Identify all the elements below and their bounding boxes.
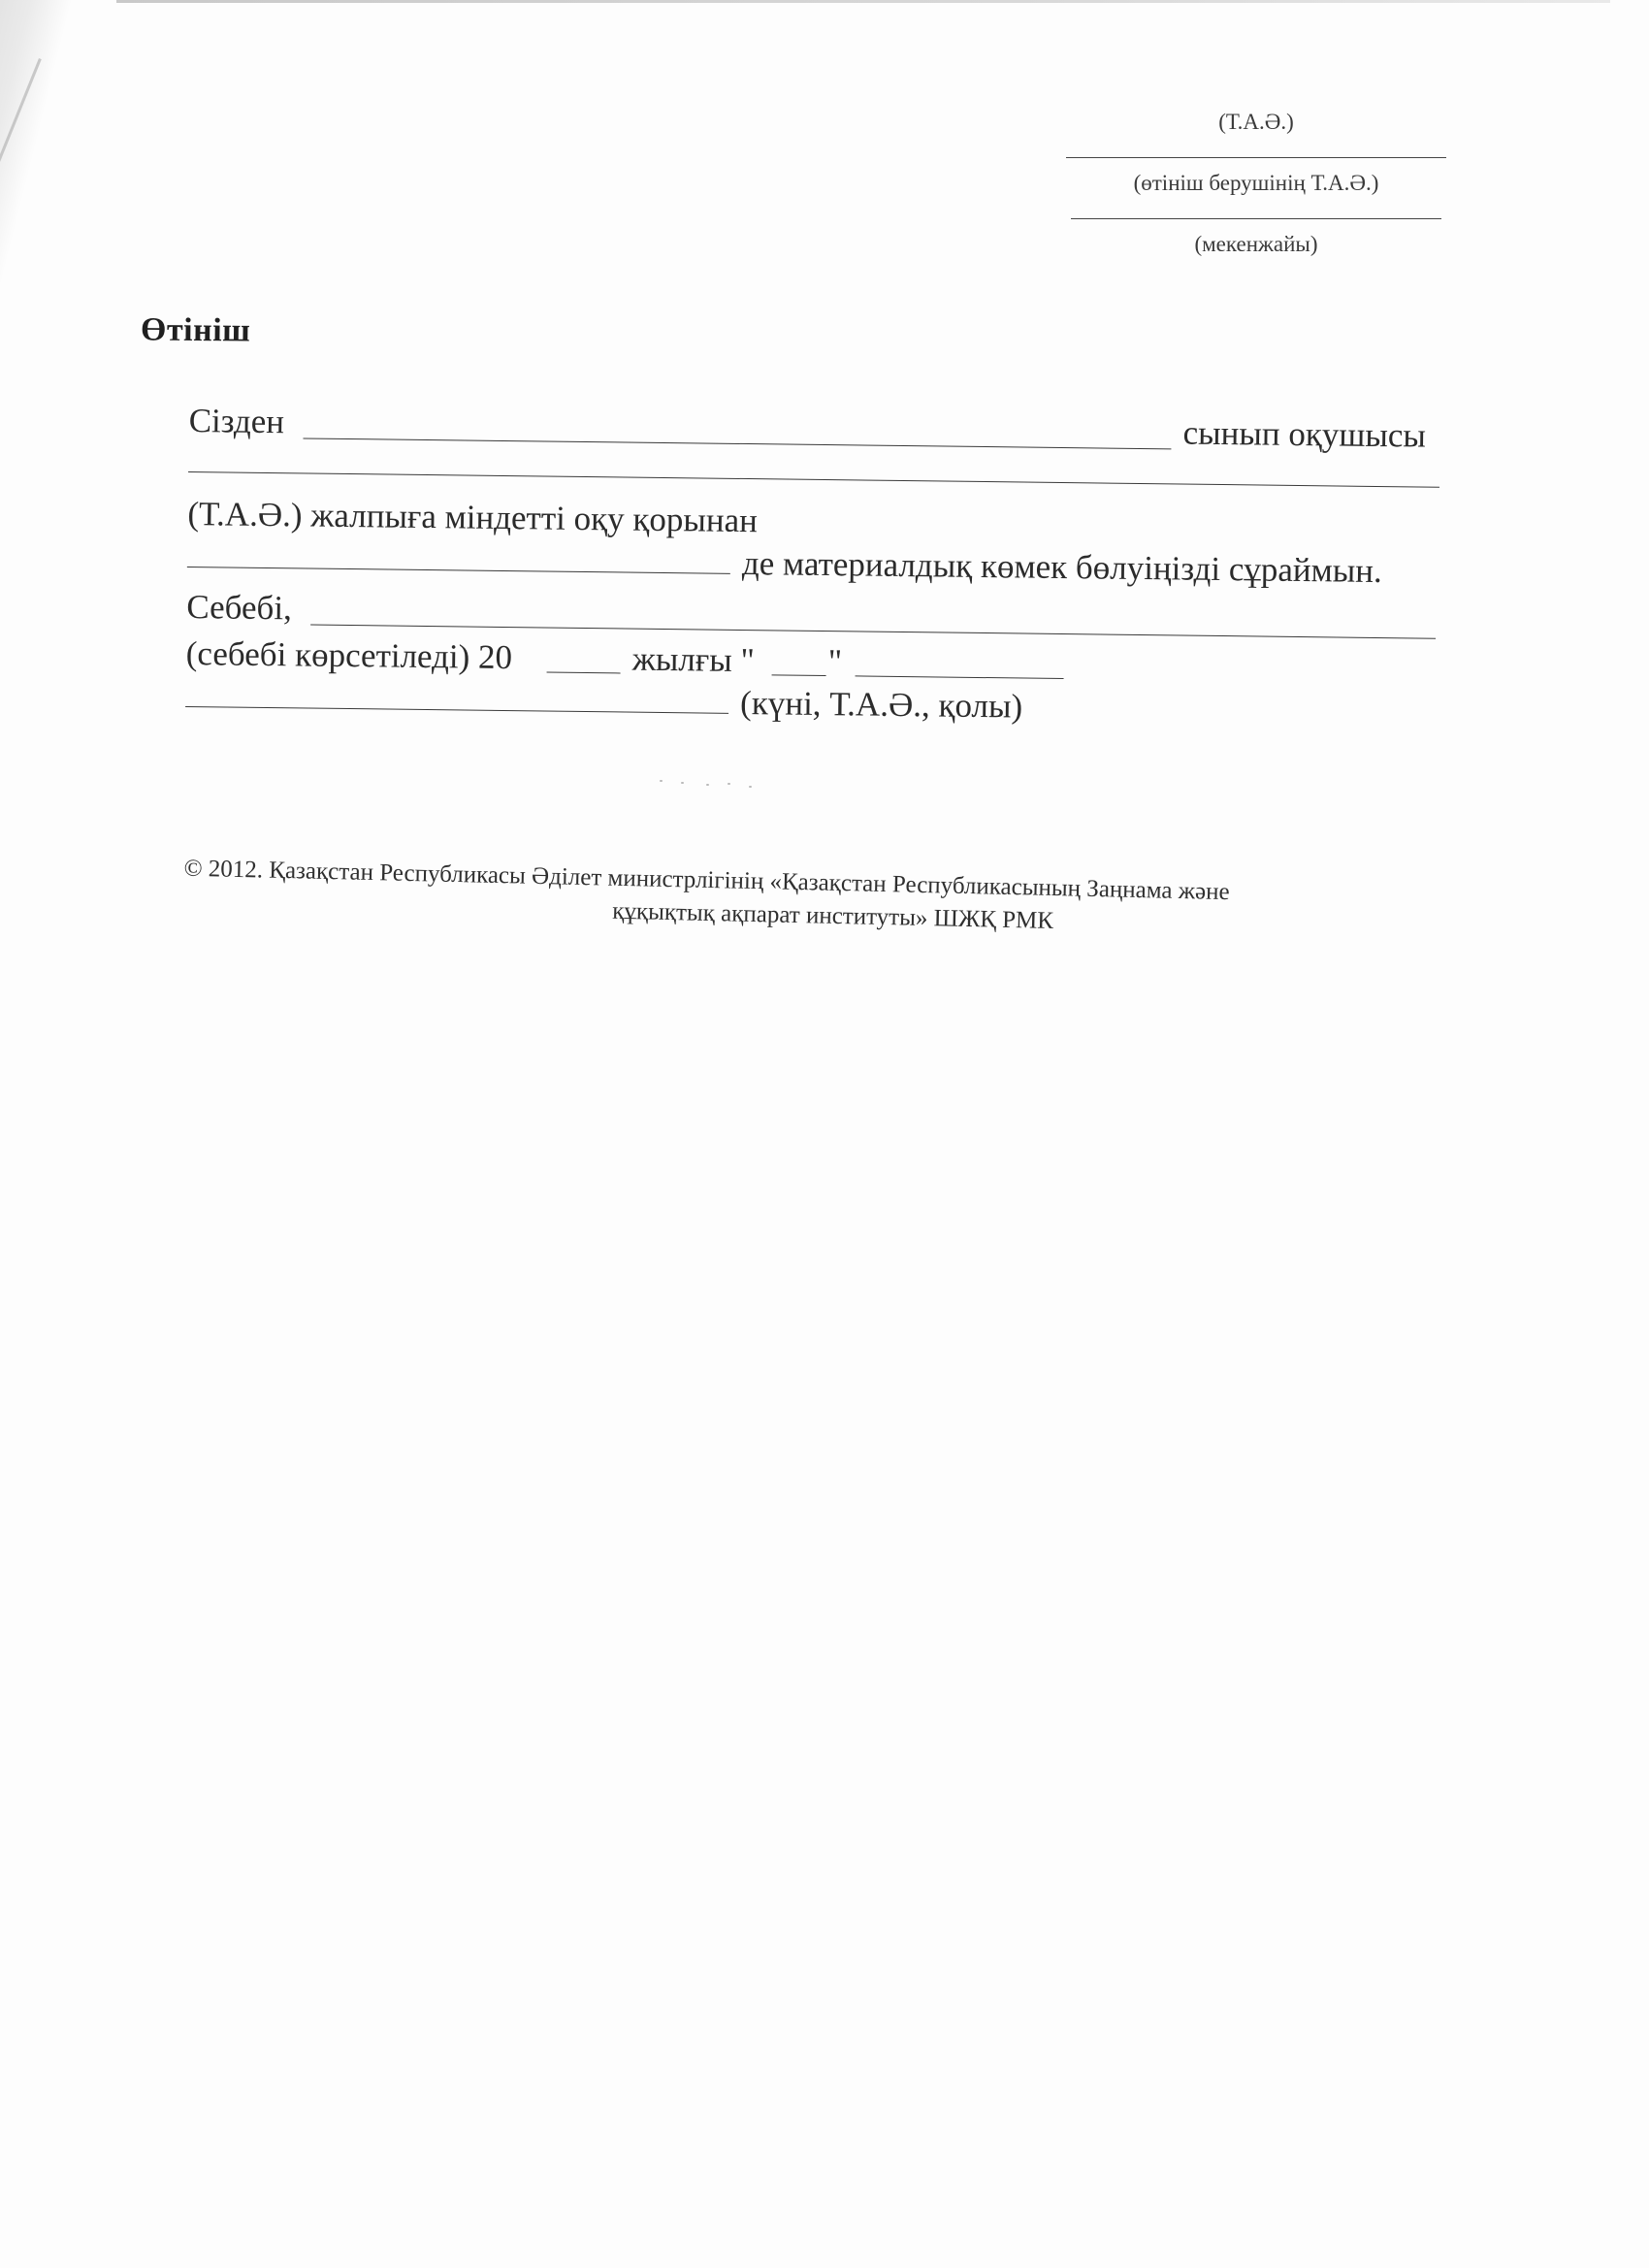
reason-note: (себебі көрсетіледі) 20 xyxy=(185,633,513,677)
scan-shadow xyxy=(0,0,74,310)
copyright-notice xyxy=(153,852,1512,949)
signature-caption: (күні, Т.А.Ә., қолы) xyxy=(739,683,1023,726)
application-form-body xyxy=(185,398,1479,739)
blank-day xyxy=(772,674,826,676)
from-label: Сізден xyxy=(188,401,285,441)
request-text: де материалдық көмек бөлуіңізді сұраймын. xyxy=(741,543,1383,591)
student-of-class-label: сынып оқушысы xyxy=(1182,413,1427,455)
copyright-line-2: құқықтық ақпарат институты» ШЖҚ РМК xyxy=(612,897,1054,935)
blank-month xyxy=(856,675,1064,679)
blank-student-name xyxy=(188,471,1439,488)
copyright-line-1: © 2012. Қазақстан Республикасы Әділет министрлігінің «Қазақстан Республикасының Заңнама және xyxy=(183,855,1230,906)
document-title: Өтініш xyxy=(140,311,251,349)
blank-amount xyxy=(187,567,730,574)
blank-year xyxy=(547,672,621,674)
closing-quote: " xyxy=(827,642,843,681)
name-caption: (Т.А.Ә.) xyxy=(1218,110,1294,134)
address-line xyxy=(1071,218,1441,219)
fund-label: (Т.А.Ә.) жалпыға міндетті оқу қорынан xyxy=(187,494,759,540)
applicant-caption: (өтініш берушінің Т.А.Ә.) xyxy=(1133,171,1379,195)
blank-signature xyxy=(185,706,728,714)
scan-top-edge xyxy=(116,0,1610,3)
address-caption: (мекенжайы) xyxy=(1194,232,1318,256)
scan-specks xyxy=(660,776,776,795)
reason-label: Себебі, xyxy=(186,587,293,628)
year-label: жылғы " xyxy=(631,639,756,680)
applicant-name-line xyxy=(1066,157,1446,158)
scan-corner-fold xyxy=(0,0,136,310)
addressee-block xyxy=(1057,109,1455,258)
